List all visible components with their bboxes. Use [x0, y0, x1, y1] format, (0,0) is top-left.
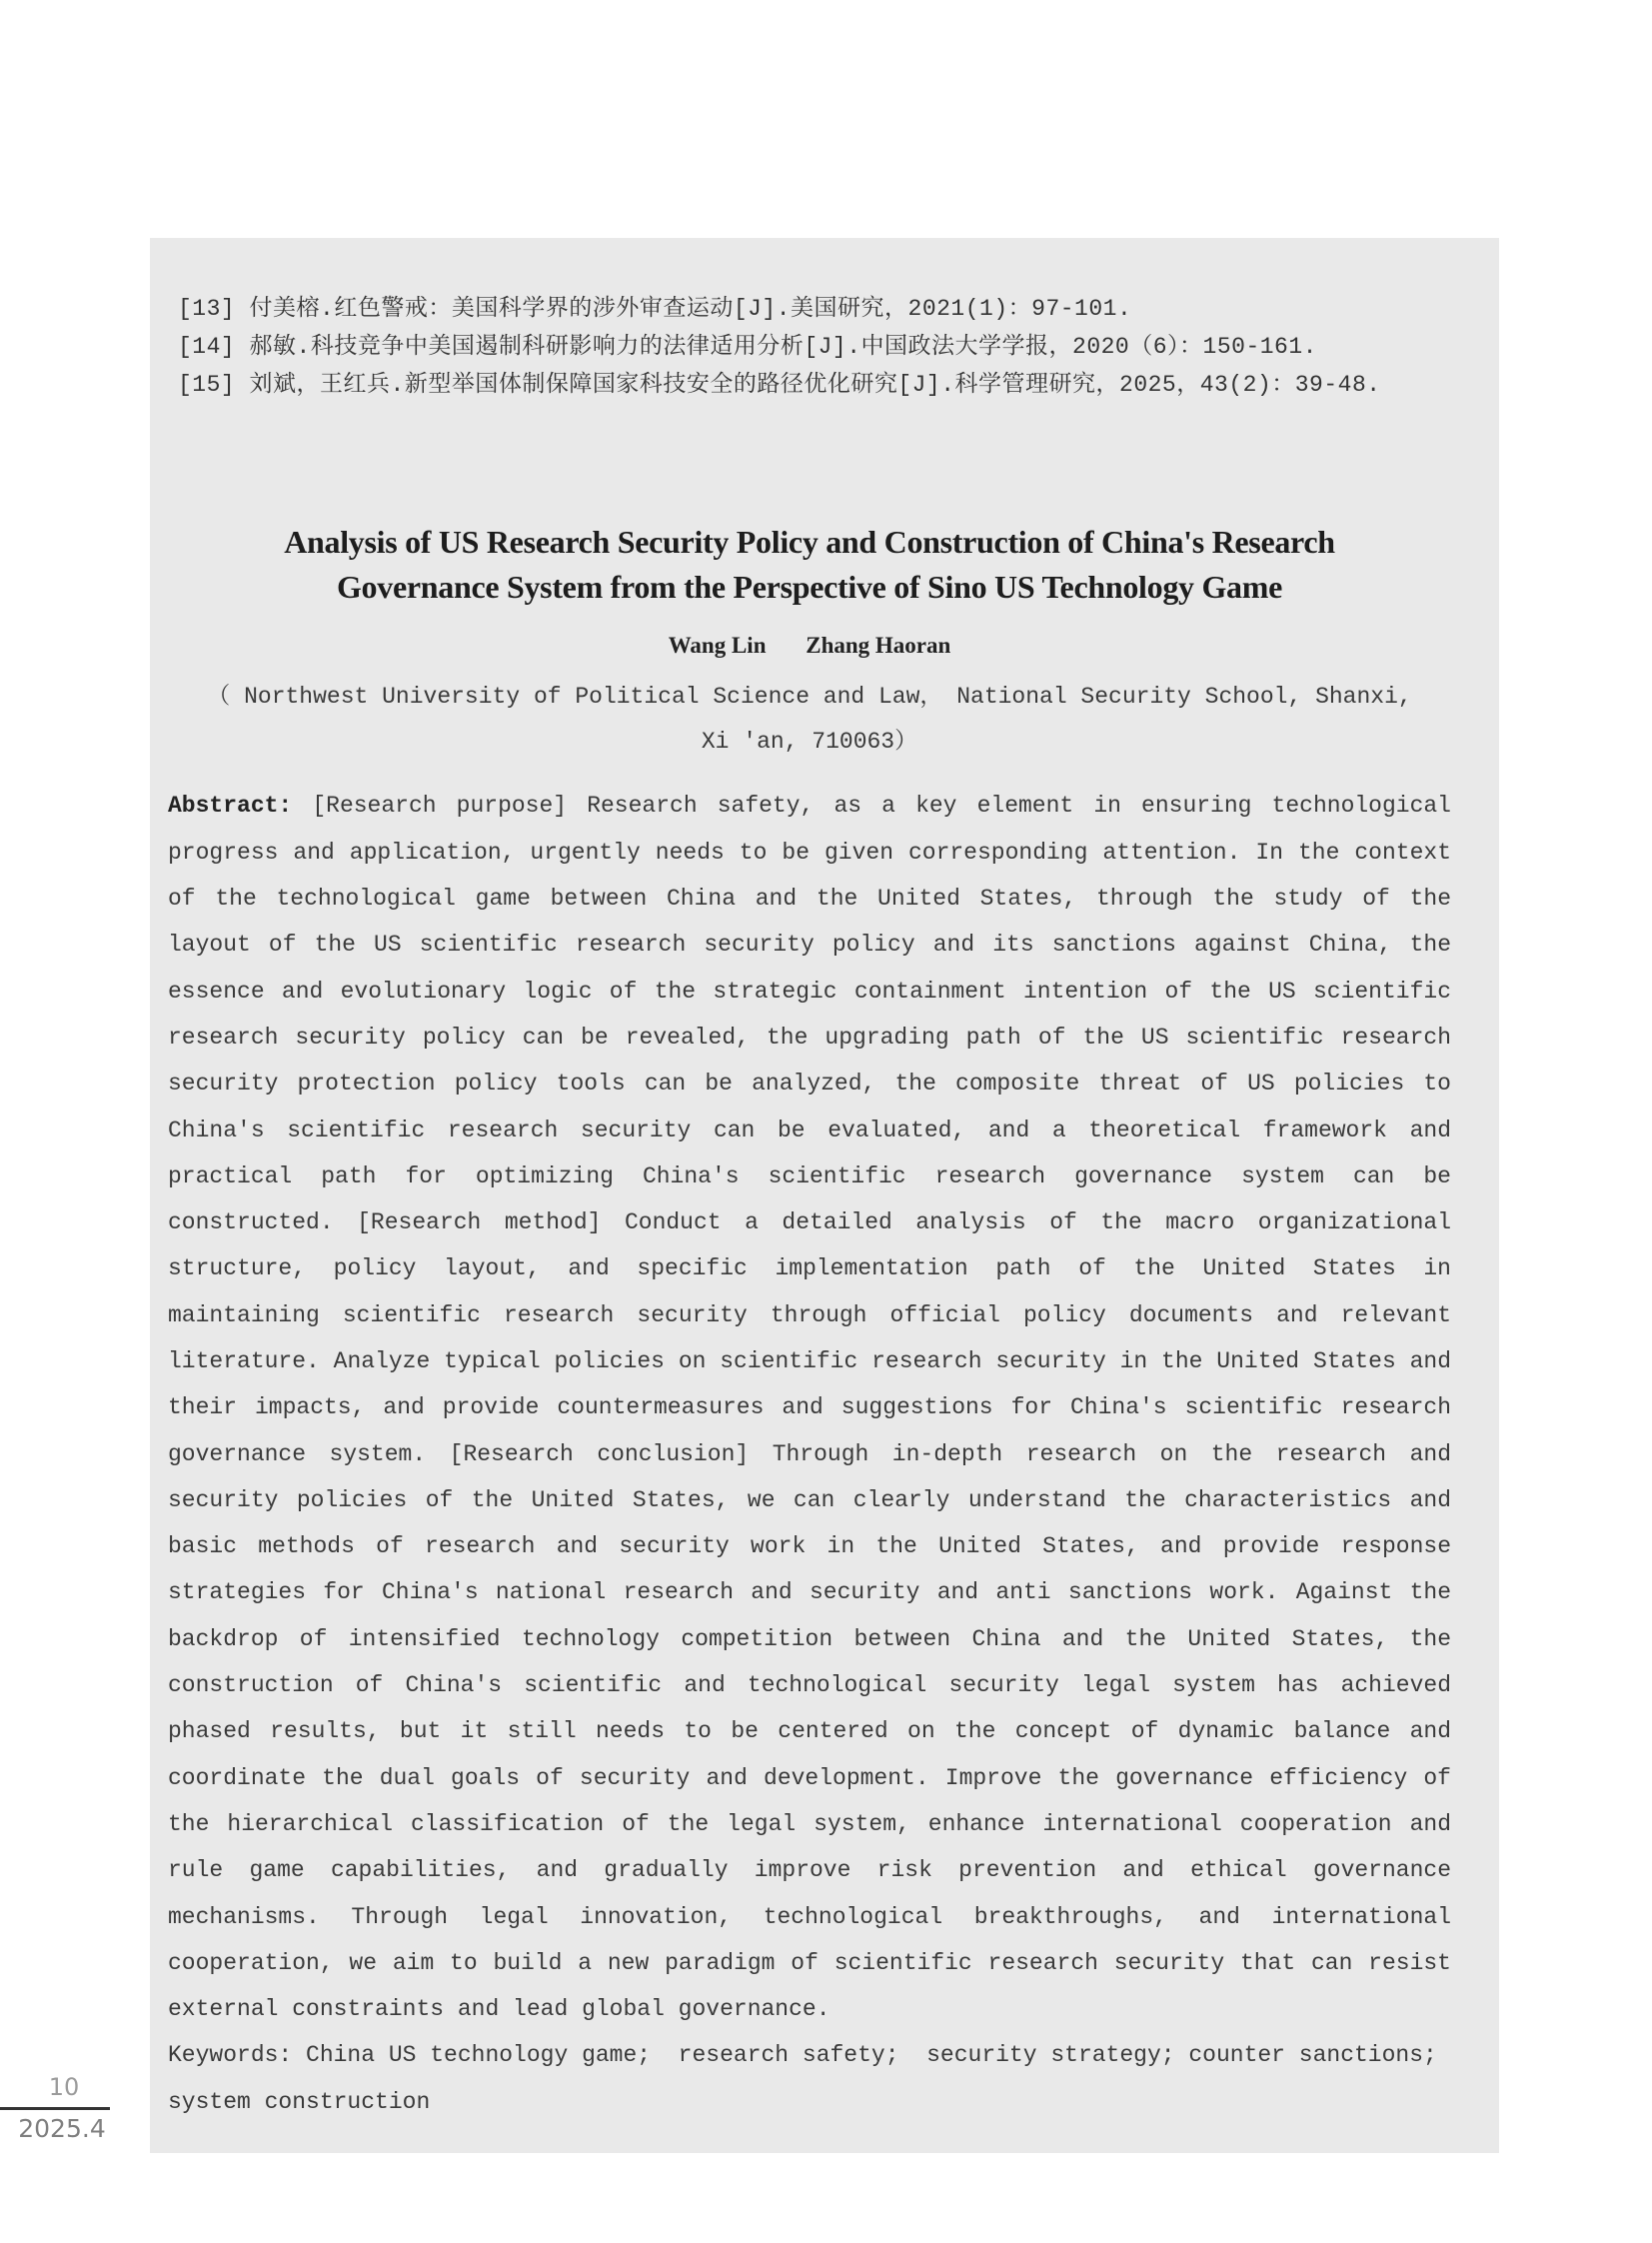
reference-list: [178, 290, 1451, 404]
abstract-paragraph: [168, 783, 1451, 2032]
reference-item: [14] 郝敏.科技竞争中美国遏制科研影响力的法律适用分析[J].中国政法大学学报，2020（6）：150-161.: [178, 334, 1317, 360]
author-name: Wang Lin: [668, 633, 767, 659]
abstract-text: [Research purpose] Research safety, as a key element in ensuring technological progress and application, urgently needs to be given corresponding attention. In the context of the technological game between China and the United States, through the study of the layout of the US scientific research security policy and its sanctions against China, the essence and evolutionary logic of the strategic containment intention of the US scientific research security policy can be revealed, the upgrading path of the US scientific research security protection policy tools can be analyzed, the composite threat of US policies to China's scientific research security can be evaluated, and a theoretical framework and practical path for optimizing China's scientific research governance system can be constructed. [Research method] Conduct a detailed analysis of the macro organizational structure, policy layout, and specific implementation path of the United States in maintaining scientific research security through official policy documents and relevant literature. Analyze typical policies on scientific research security in the United States and their impacts, and provide countermeasures and suggestions for China's scientific research governance system. [Research conclusion] Through in-depth research on the research and security policies of the United States, we can clearly understand the characteristics and basic methods of research and security work in the United States, and provide response strategies for China's national research and security and anti sanctions work. Against the backdrop of intensified technology competition between China and the United States, the construction of China's scientific and technological security legal system has achieved phased results, but it still needs to be centered on the concept of dynamic balance and coordinate the dual goals of security and development. Improve the governance efficiency of the hierarchical classification of the legal system, enhance international cooperation and rule game capabilities, and gradually improve risk prevention and ethical governance mechanisms. Through legal innovation, technological breakthroughs, and international cooperation, we aim to build a new paradigm of scientific research security that can resist external constraints and lead global governance.: [168, 793, 1451, 2023]
footer-divider: [0, 2107, 110, 2110]
affiliation-line: Xi 'an, 710063）: [701, 729, 918, 756]
abstract-label: Abstract:: [168, 793, 293, 820]
page-number: 10: [48, 2073, 80, 2101]
article-page-sheet: [150, 238, 1499, 2153]
page-footer: [0, 2069, 110, 2144]
issue-label: 2025.4: [18, 2114, 106, 2143]
reference-item: [15] 刘斌，王红兵.新型举国体制保障国家科技安全的路径优化研究[J].科学管理研究，2025，43(2)：39-48.: [178, 372, 1381, 398]
reference-item: [13] 付美榕.红色警戒：美国科学界的涉外审查运动[J].美国研究，2021(1)：97-101.: [178, 296, 1132, 322]
affiliation-line: （ Northwest University of Political Science and Law， National Security School, Shanxi,: [207, 684, 1412, 711]
author-affiliation: [168, 675, 1451, 765]
author-name: Zhang Haoran: [806, 633, 951, 659]
author-names: [168, 631, 1451, 661]
article-title-english: Analysis of US Research Security Policy and Construction of China's Research Governance System from the Perspective of Sino US Technology Game: [284, 524, 1335, 605]
keywords-line: Keywords: China US technology game; research safety; security strategy; counter sanctions; system construction: [168, 2042, 1451, 2115]
